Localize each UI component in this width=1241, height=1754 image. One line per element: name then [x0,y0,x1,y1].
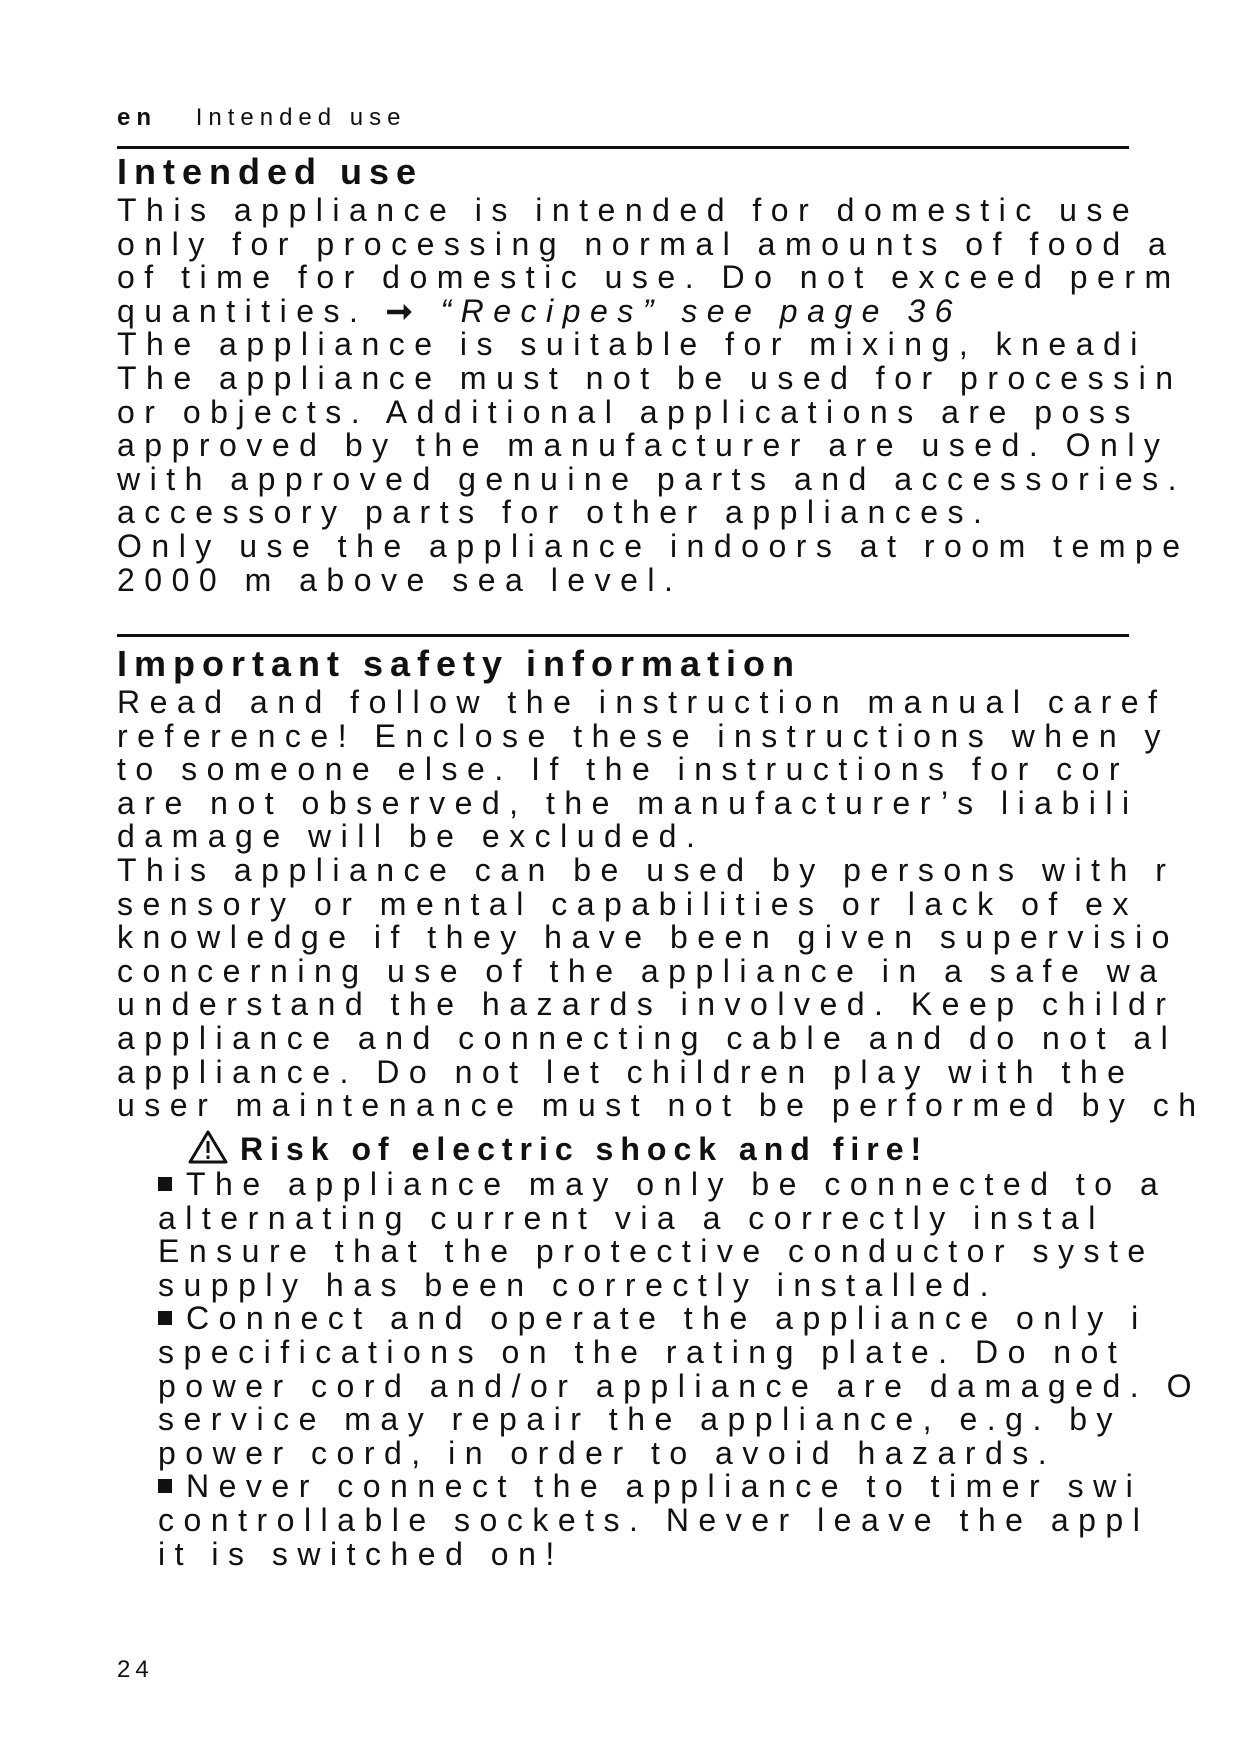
safety-body [117,686,1241,1123]
body-line: This appliance can be used by persons with r [117,851,1176,888]
body-line: with approved genuine parts and accessories. [117,460,1187,497]
body-line: user maintenance must not be performed by ch [117,1087,1206,1123]
body-line: reference! Enclose these instructions when y [117,717,1170,754]
warning-title: Risk of electric shock and fire! [240,1131,929,1167]
recipes-page-link[interactable]: “Recipes” see page 36 [422,292,962,329]
warning-heading [188,1130,928,1171]
body-line: accessory parts for other appliances. [117,494,992,531]
bullet-text: power cord, in order to avoid hazards. [158,1434,1057,1471]
body-line: appliance. Do not let children play with the [117,1053,1135,1090]
bullet-square-icon [158,1479,172,1493]
intended-use-body [117,194,1241,597]
bullet-text: The appliance may only be connected to a [186,1168,1168,1202]
body-line: only for processing normal amounts of food a [117,225,1176,262]
body-line: understand the hazards involved. Keep childr [117,986,1176,1023]
body-line: 2000 m above sea level. [117,561,683,598]
list-item [158,1168,1241,1202]
list-item [158,1302,1241,1336]
body-line: approved by the manufacturer are used. Only [117,427,1170,464]
body-line: Only use the appliance indoors at room tempe [117,527,1190,564]
bullet-text: controllable sockets. Never leave the appl [158,1501,1150,1538]
arrow-right-icon: ➞ [385,292,423,329]
body-line: The appliance is suitable for mixing, kneadi [117,326,1147,363]
running-header-section: Intended use [195,104,407,131]
section-title-intended-use: Intended use [117,151,424,192]
section-divider-intended-use [117,146,1129,149]
bullet-text: power cord and/or appliance are damaged. O [158,1367,1201,1404]
bullet-text: supply has been correctly installed. [158,1266,999,1303]
body-line: of time for domestic use. Do not exceed perm [117,259,1181,296]
body-line: knowledge if they have been given supervisio [117,919,1179,956]
body-line: damage will be excluded. [117,818,705,855]
bullet-text: Never connect the appliance to timer swi [186,1468,1143,1505]
running-header [117,104,406,132]
body-line: sensory or mental capabilities or lack of ex [117,885,1138,922]
body-line: or objects. Additional applications are poss [117,393,1140,430]
list-item [158,1470,1241,1504]
warning-list [158,1168,1241,1571]
bullet-text: alternating current via a correctly instal [158,1199,1105,1236]
bullet-square-icon [158,1311,172,1325]
bullet-text: Connect and operate the appliance only i [186,1300,1148,1337]
body-line: appliance and connecting cable and do not al [117,1019,1178,1056]
body-text: quantities. [117,292,386,329]
body-line: to someone else. If the instructions for cor [117,751,1130,788]
body-line: The appliance must not be used for processin [117,359,1183,396]
body-line: This appliance is intended for domestic use [117,194,1140,228]
section-divider-safety [117,634,1129,637]
warning-triangle-icon [188,1130,228,1171]
bullet-text: it is switched on! [158,1535,564,1572]
recipes-reference-line [117,292,1241,329]
body-line: Read and follow the instruction manual caref [117,686,1167,720]
page-number: 24 [117,1656,154,1683]
section-title-safety: Important safety information [117,643,802,684]
body-line: concerning use of the appliance in a safe wa [117,952,1167,989]
bullet-text: specifications on the rating plate. Do not [158,1333,1127,1370]
bullet-text: Ensure that the protective conductor syste [158,1233,1155,1270]
bullet-square-icon [158,1177,172,1191]
body-line: are not observed, the manufacturer’s liabili [117,784,1139,821]
language-code: en [117,104,158,131]
bullet-text: service may repair the appliance, e.g. by [158,1401,1123,1438]
